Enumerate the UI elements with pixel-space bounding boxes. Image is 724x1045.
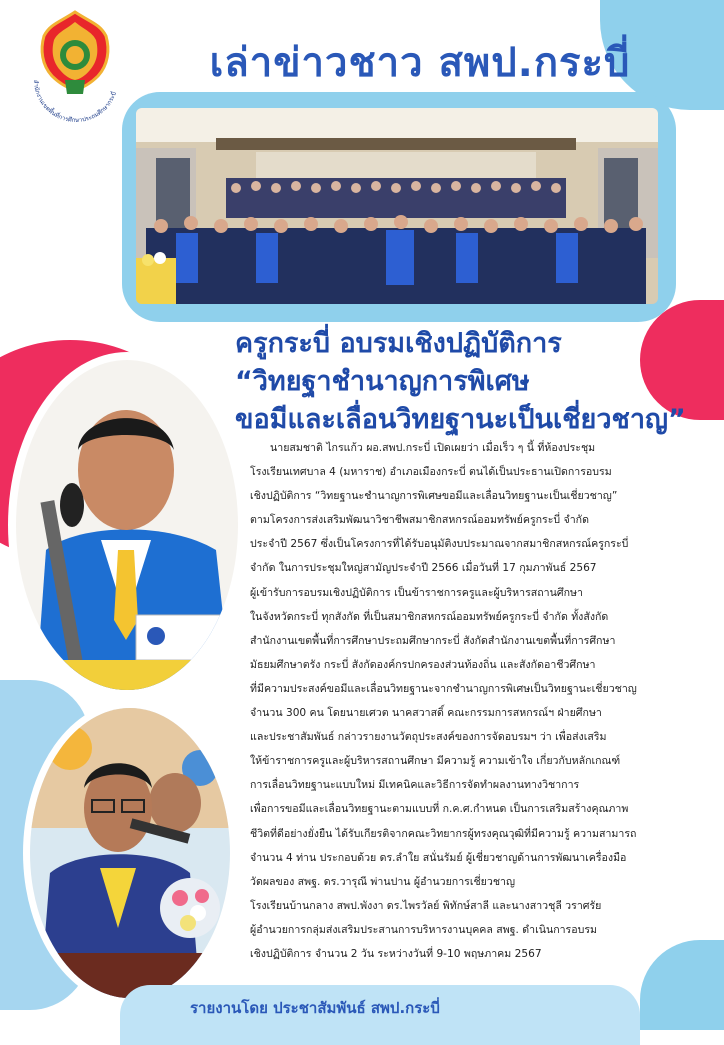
office-logo (20, 10, 130, 125)
group-photo (136, 108, 658, 304)
body-line: และประชาสัมพันธ์ กล่าวรายงานวัตถุประสงค์ของการจัดอบรมฯ ว่า เพื่อส่งเสริม (250, 731, 607, 744)
body-line: โรงเรียนเทศบาล 4 (มหาราช) อำเภอเมืองกระบี่ ตนได้เป็นประธานเปิดการอบรม (250, 466, 612, 479)
article-title-line: “วิทยฐาชำนาญการพิเศษ (235, 366, 530, 397)
article-body (250, 436, 705, 966)
body-line: มัธยมศึกษาตรัง กระบี่ สังกัดองค์กรปกครองส่วนท้องถิ่น และสังกัดอาชีวศึกษา (250, 658, 596, 671)
article-title-line: ครูกระบี่ อบรมเชิงปฏิบัติการ (235, 328, 562, 359)
article-title (235, 325, 715, 439)
report-credit: รายงานโดย ประชาสัมพันธ์ สพป.กระบี่ (190, 999, 440, 1017)
body-line: โรงเรียนบ้านกลาง สพป.พังงา ดร.ไพรวัลย์ พิทักษ์สาลี และนางสาวชุลี วราศรัย (250, 899, 602, 912)
body-line: ผู้อำนวยการกลุ่มส่งเสริมประสานการบริหารงานบุคคล สพฐ. ดำเนินการอบรม (250, 923, 598, 936)
body-line: ที่มีความประสงค์ขอมีและเลื่อนวิทยฐานะจากชำนาญการพิเศษเป็นวิทยฐานะเชี่ยวชาญ (250, 682, 637, 695)
body-line: สำนักงานเขตพื้นที่การศึกษาประถมศึกษากระบี่ สังกัดสำนักงานเขตพื้นที่การศึกษา (250, 634, 616, 647)
body-line: เพื่อการขอมีและเลื่อนวิทยฐานะตามแบบที่ ก.ค.ศ.กำหนด เป็นการเสริมสร้างคุณภาพ (250, 803, 629, 816)
body-line: เชิงปฏิบัติการ “วิทยฐานะชำนาญการพิเศษขอมีและเลื่อนวิทยฐานะเป็นเชี่ยวชาญ” (250, 490, 618, 503)
body-line: จำนวน 300 คน โดยนายเศวต นาคสวาสดิ์ คณะกรรมการสหกรณ์ฯ ฝ่ายศึกษา (250, 707, 602, 720)
article-title-line: ขอมีและเลื่อนวิทยฐานะเป็นเชี่ยวชาญ” (235, 404, 686, 435)
body-line: นายสมชาติ ไกรแก้ว ผอ.สพป.กระบี่ เปิดเผยว่า เมื่อเร็ว ๆ นี้ ที่ห้องประชุม (270, 442, 596, 454)
body-line: จำนวน 4 ท่าน ประกอบด้วย ดร.ลำใย สนั่นรัมย์ ผู้เชี่ยวชาญด้านการพัฒนาเครื่องมือ (250, 851, 627, 864)
body-line: ชีวิตที่ดีอย่างยั่งยืน ได้รับเกียรติจากคณะวิทยากรผู้ทรงคุณวุฒิที่มีความรู้ ความสามารถ (250, 827, 637, 840)
body-line: จำกัด ในการประชุมใหญ่สามัญประจำปี 2566 เมื่อวันที่ 17 กุมภาพันธ์ 2567 (250, 562, 597, 575)
body-line: เชิงปฏิบัติการ จำนวน 2 วัน ระหว่างวันที่ 9-10 พฤษภาคม 2567 (250, 947, 542, 960)
body-line: ตามโครงการส่งเสริมพัฒนาวิชาชีพสมาชิกสหกรณ์ออมทรัพย์ครูกระบี่ จำกัด (250, 514, 589, 527)
speaker-portrait (16, 360, 238, 690)
logo-arc-text: สำนักงานเขตพื้นที่การศึกษาประถมศึกษากระบี่ (31, 79, 119, 125)
page-headline: เล่าข่าวชาว สพป.กระบี่ (209, 40, 631, 86)
reporter-portrait (30, 708, 230, 998)
body-line: ผู้เข้ารับการอบรมเชิงปฏิบัติการ เป็นข้าราชการครูและผู้บริหารสถานศึกษา (250, 586, 583, 599)
body-line: วัดผลของ สพฐ. ดร.วารุณี พ่านปาน ผู้อำนวยการเชี่ยวชาญ (250, 875, 515, 888)
body-line: ในจังหวัดกระบี่ ทุกสังกัด ที่เป็นสมาชิกสหกรณ์ออมทรัพย์ครูกระบี่ จำกัด ทั้งสังกัด (250, 610, 609, 623)
body-line: การเลื่อนวิทยฐานะแบบใหม่ มีเทคนิคและวิธีการจัดทำผลงานทางวิชาการ (250, 779, 580, 792)
body-line: ประจำปี 2567 ซึ่งเป็นโครงการที่ได้รับอนุมัติงบประมาณจากสมาชิกสหกรณ์ครูกระบี่ (250, 538, 629, 551)
body-line: ให้ข้าราชการครูและผู้บริหารสถานศึกษา มีความรู้ ความเข้าใจ เกี่ยวกับหลักเกณฑ์ (250, 755, 621, 768)
